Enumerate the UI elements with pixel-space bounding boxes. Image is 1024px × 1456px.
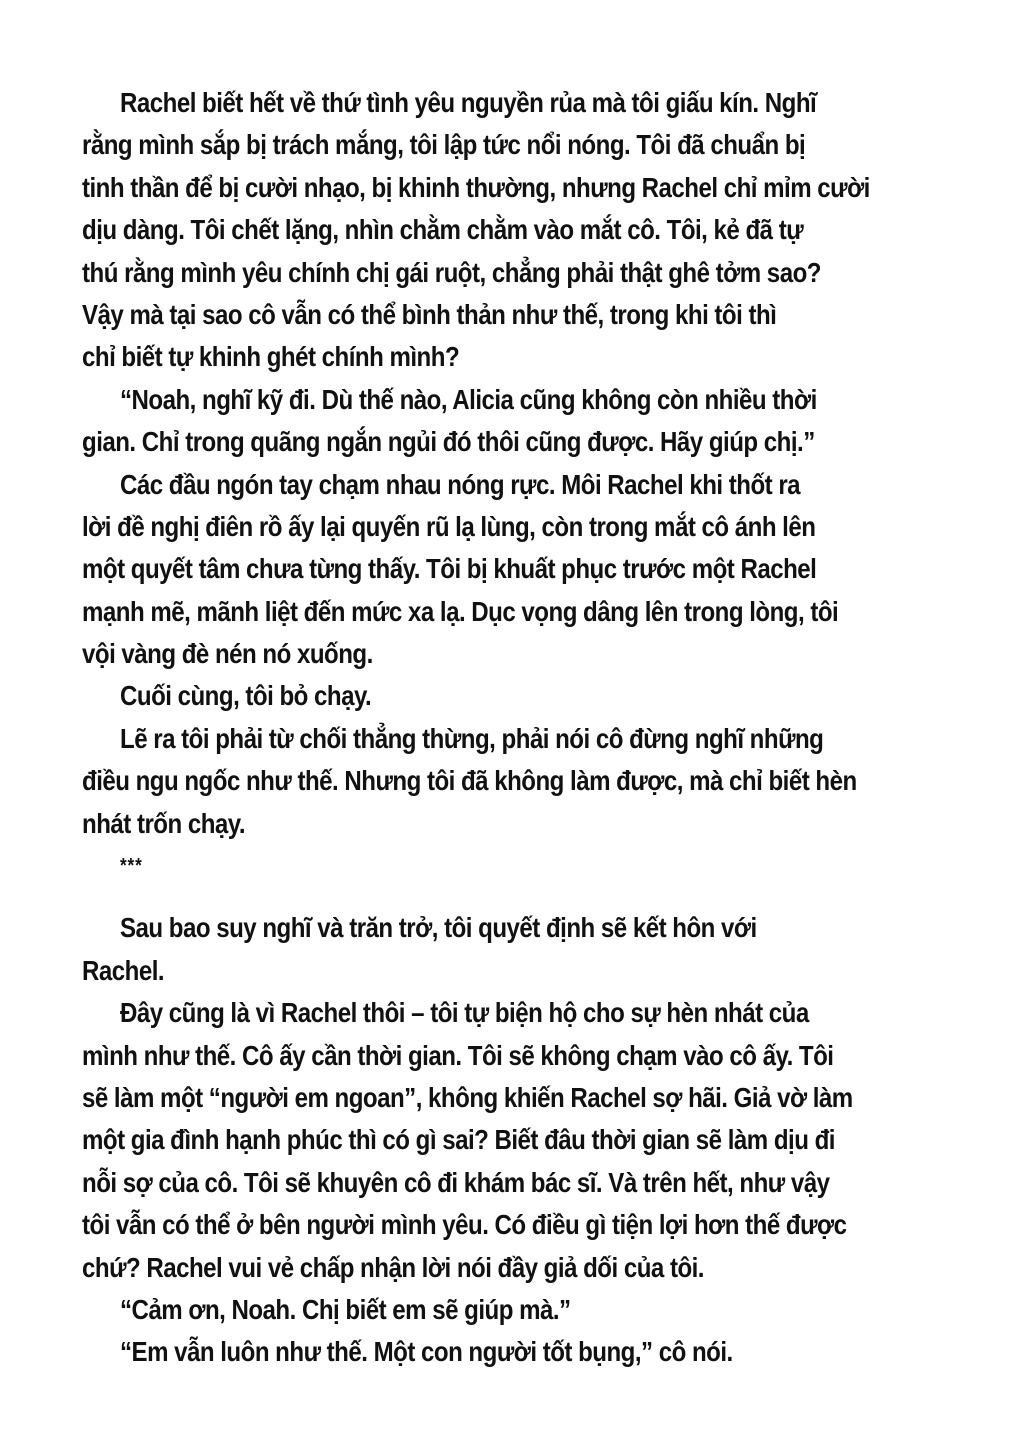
text-line-content: Sau bao suy nghĩ và trăn trở, tôi quyết định sẽ kết hôn với <box>120 912 757 944</box>
text-line-content: Vậy mà tại sao cô vẫn có thể bình thản như thế, trong khi tôi thì <box>82 298 777 330</box>
text-line-content: mạnh mẽ, mãnh liệt đến mức xa lạ. Dục vọng dâng lên trong lòng, tôi <box>82 595 839 627</box>
text-line-content: “Em vẫn luôn như thế. Một con người tốt bụng,” cô nói. <box>120 1336 733 1368</box>
text-line-content: tôi vẫn có thể ở bên người mình yêu. Có điều gì tiện lợi hơn thế được <box>82 1209 847 1241</box>
dialogue-line <box>82 1331 962 1373</box>
text-line-content: Lẽ ra tôi phải từ chối thẳng thừng, phải nói cô đừng nghĩ những <box>120 722 824 754</box>
section-gap <box>82 887 962 907</box>
text-line-content: điều ngu ngốc như thế. Nhưng tôi đã không làm được, mà chỉ biết hèn <box>82 765 857 797</box>
text-line <box>82 464 962 506</box>
text-line <box>82 992 962 1034</box>
text-line <box>82 675 962 717</box>
text-line <box>82 907 962 949</box>
dialogue-line <box>82 379 962 421</box>
text-line <box>82 1077 962 1119</box>
text-line-content: mình như thế. Cô ấy cần thời gian. Tôi sẽ không chạm vào cô ấy. Tôi <box>82 1039 834 1071</box>
text-line <box>82 718 962 760</box>
text-line-content: “Cảm ơn, Noah. Chị biết em sẽ giúp mà.” <box>120 1293 571 1325</box>
text-line <box>82 760 962 802</box>
text-line-content: thú rằng mình yêu chính chị gái ruột, chẳng phải thật ghê tởm sao? <box>82 256 821 288</box>
text-line <box>82 1119 962 1161</box>
text-line <box>82 591 962 633</box>
text-line <box>82 548 962 590</box>
text-line <box>82 209 962 251</box>
text-line-content: tinh thần để bị cười nhạo, bị khinh thường, nhưng Rachel chỉ mỉm cười <box>82 171 870 203</box>
section-separator <box>82 845 962 887</box>
text-line <box>82 336 962 378</box>
text-line <box>82 124 962 166</box>
text-line-content: Cuối cùng, tôi bỏ chạy. <box>120 680 372 712</box>
text-line-content: chứ? Rachel vui vẻ chấp nhận lời nói đầy giả dối của tôi. <box>82 1251 704 1283</box>
text-line <box>82 506 962 548</box>
text-line-content: Các đầu ngón tay chạm nhau nóng rực. Môi Rachel khi thốt ra <box>120 468 801 500</box>
text-line-content: dịu dàng. Tôi chết lặng, nhìn chằm chằm vào mắt cô. Tôi, kẻ đã tự <box>82 214 804 246</box>
text-line-content: Đây cũng là vì Rachel thôi – tôi tự biện hộ cho sự hèn nhát của <box>120 997 809 1029</box>
text-line <box>82 950 962 992</box>
text-line <box>82 1204 962 1246</box>
text-line-content: Rachel biết hết về thứ tình yêu nguyền rủa mà tôi giấu kín. Nghĩ <box>120 87 817 118</box>
text-line-content: rằng mình sắp bị trách mắng, tôi lập tức nổi nóng. Tôi đã chuẩn bị <box>82 129 806 161</box>
text-line <box>82 1035 962 1077</box>
text-line-content: nỗi sợ của cô. Tôi sẽ khuyên cô đi khám bác sĩ. Và trên hết, như vậy <box>82 1166 830 1198</box>
text-line <box>82 167 962 209</box>
text-line-content: nhát trốn chạy. <box>82 807 246 839</box>
text-line <box>82 82 962 124</box>
text-line-content: “Noah, nghĩ kỹ đi. Dù thế nào, Alicia cũng không còn nhiều thời <box>120 383 817 415</box>
text-line-content: sẽ làm một “người em ngoan”, không khiến Rachel sợ hãi. Giả vờ làm <box>82 1081 853 1113</box>
text-line <box>82 294 962 336</box>
text-line-content: gian. Chỉ trong quãng ngắn ngủi đó thôi cũng được. Hãy giúp chị.” <box>82 426 815 458</box>
text-line-content: vội vàng đè nén nó xuống. <box>82 638 373 670</box>
novel-page <box>82 82 962 1374</box>
text-line-content: một gia đình hạnh phúc thì có gì sai? Biết đâu thời gian sẽ làm dịu đi <box>82 1124 835 1156</box>
text-line-content: một quyết tâm chưa từng thấy. Tôi bị khuất phục trước một Rachel <box>82 553 817 585</box>
separator-asterisks: *** <box>120 855 143 878</box>
text-line-content: Rachel. <box>82 954 165 986</box>
text-line <box>82 1247 962 1289</box>
text-line <box>82 803 962 845</box>
text-line-content: chỉ biết tự khinh ghét chính mình? <box>82 341 460 373</box>
text-line <box>82 633 962 675</box>
text-line <box>82 252 962 294</box>
text-line-content: lời đề nghị điên rồ ấy lại quyến rũ lạ lùng, còn trong mắt cô ánh lên <box>82 510 816 542</box>
dialogue-line <box>82 421 962 463</box>
dialogue-line <box>82 1289 962 1331</box>
text-line <box>82 1162 962 1204</box>
